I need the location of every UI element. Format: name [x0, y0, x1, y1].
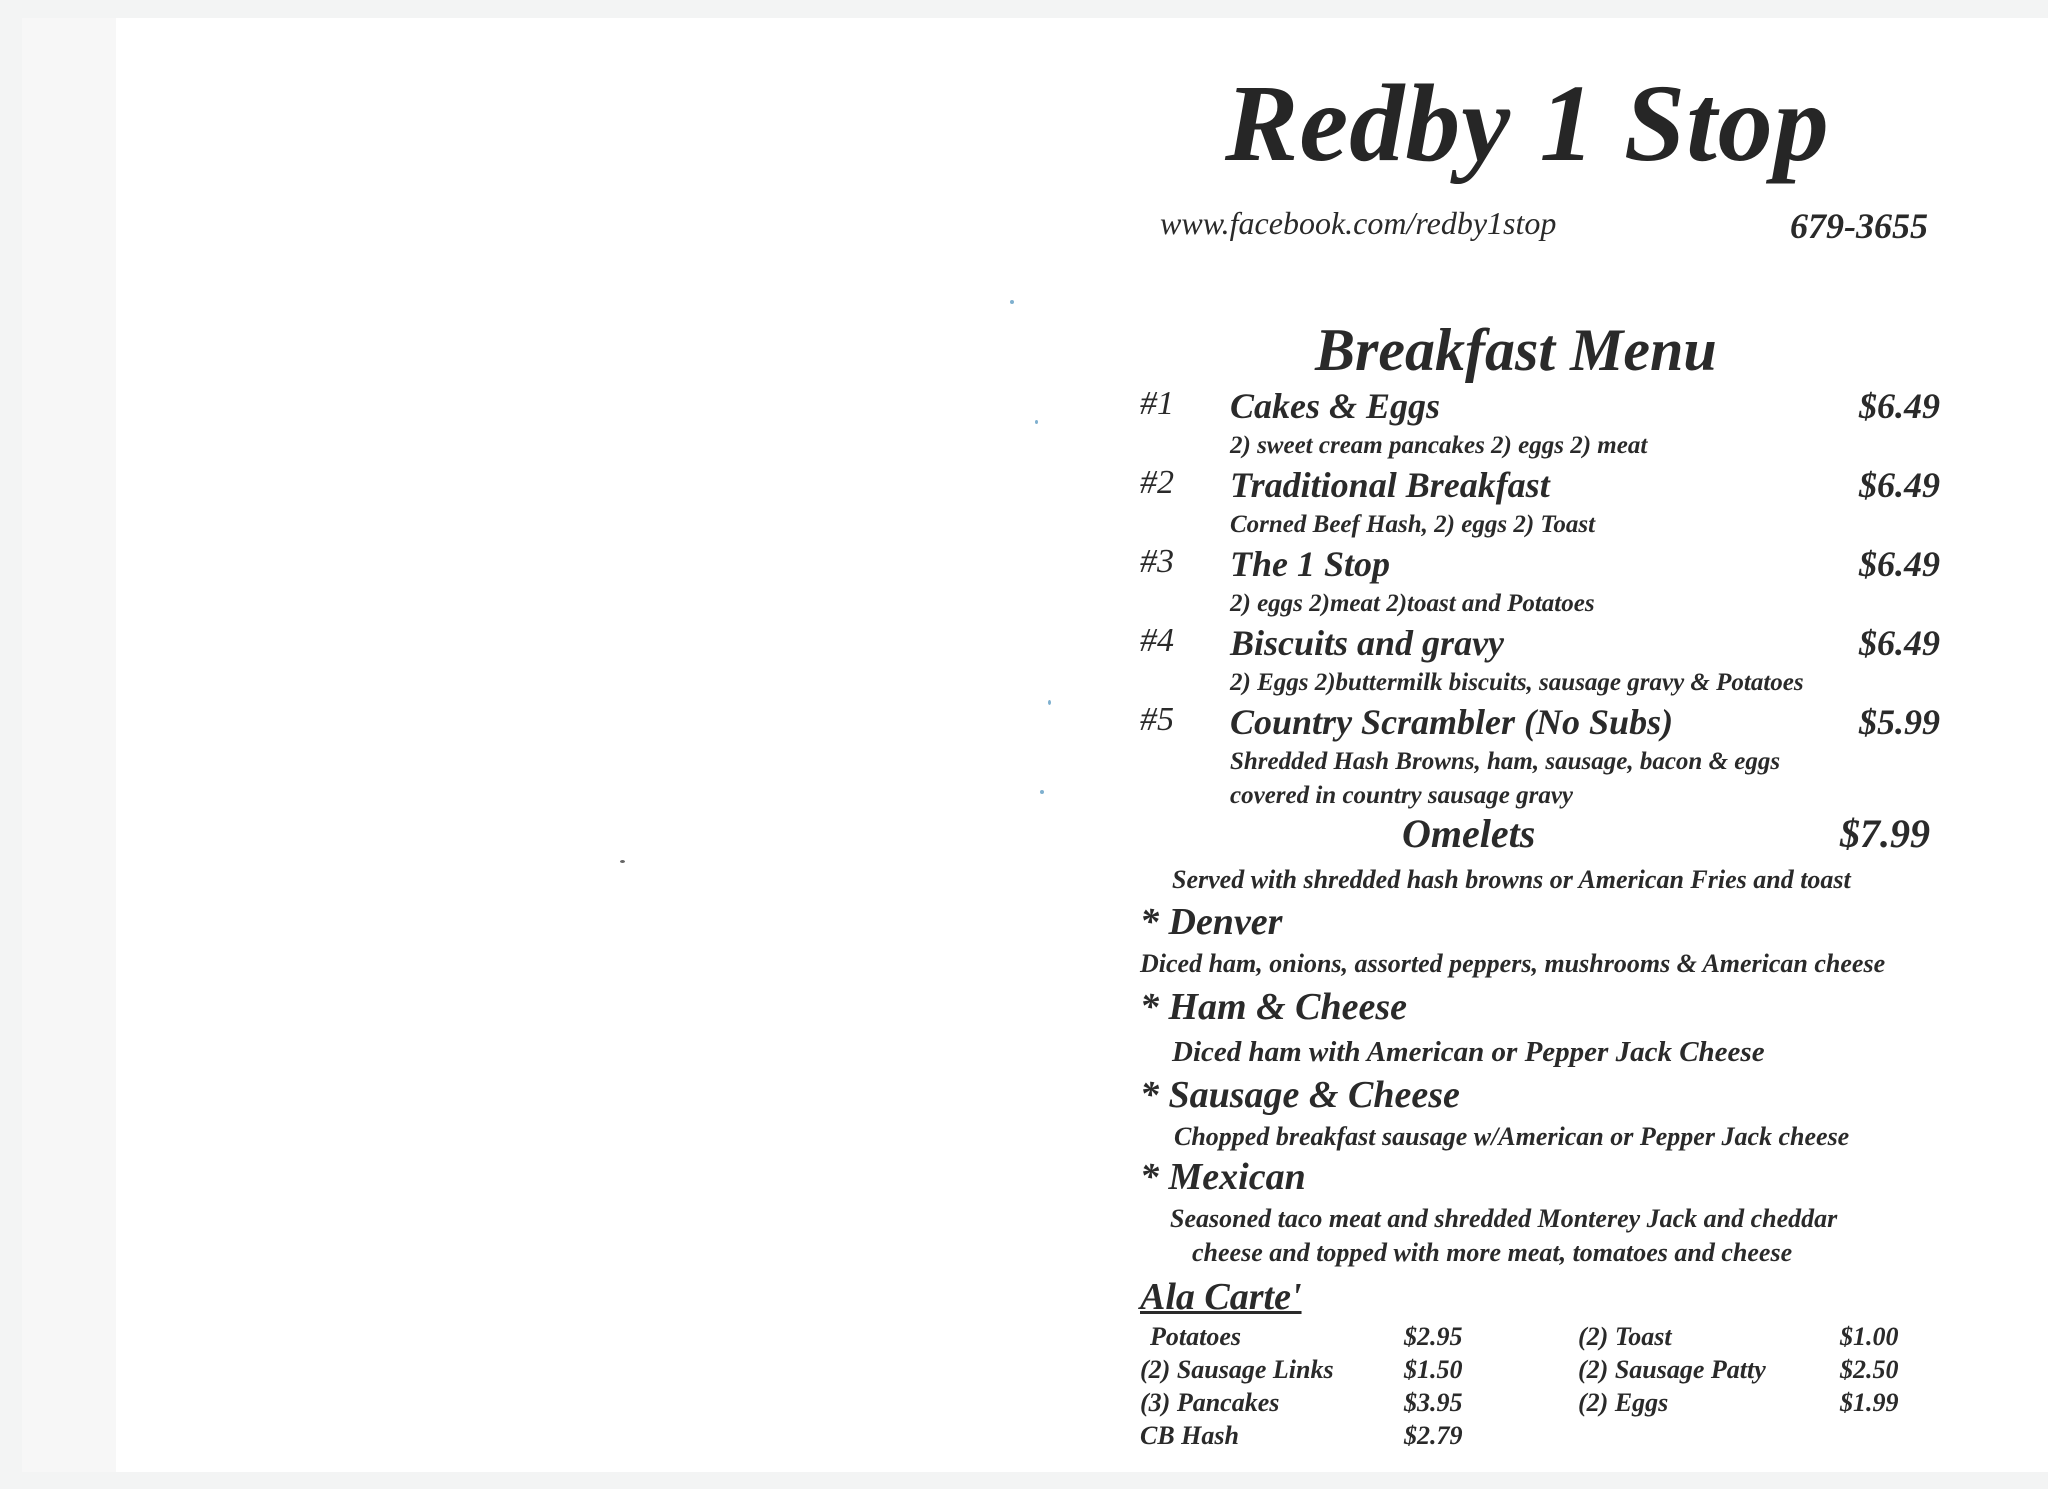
- omelet-name: * Sausage & Cheese: [1140, 1074, 1460, 1116]
- item-number: #5: [1140, 701, 1174, 738]
- scan-speck: [1040, 790, 1044, 794]
- ala-carte-item-name: Potatoes: [1150, 1322, 1241, 1351]
- item-description: Corned Beef Hash, 2) eggs 2) Toast: [1230, 511, 1596, 538]
- omelet-name: * Ham & Cheese: [1140, 986, 1408, 1028]
- item-price: $6.49: [1859, 465, 1940, 505]
- item-name: Traditional Breakfast: [1230, 465, 1550, 505]
- ala-carte-item-price: $3.95: [1404, 1388, 1463, 1417]
- ala-carte-item-price: $2.95: [1404, 1322, 1463, 1351]
- omelets-price: $7.99: [1840, 811, 1930, 856]
- item-price: $6.49: [1859, 623, 1940, 663]
- facebook-link[interactable]: www.facebook.com/redby1stop: [1160, 205, 1557, 241]
- omelet-description: Diced ham with American or Pepper Jack Cheese: [1172, 1036, 1765, 1068]
- item-price: $6.49: [1859, 386, 1940, 426]
- ala-carte-item-price: $1.99: [1840, 1388, 1899, 1417]
- breakfast-menu-title: Breakfast Menu: [1315, 317, 1717, 383]
- item-description: 2) sweet cream pancakes 2) eggs 2) meat: [1230, 432, 1648, 459]
- phone-number: 679-3655: [1790, 206, 1928, 246]
- item-description: 2) eggs 2)meat 2)toast and Potatoes: [1230, 590, 1595, 617]
- item-price: $6.49: [1859, 544, 1940, 584]
- omelets-title: Omelets: [1402, 811, 1536, 856]
- store-name: Redby 1 Stop: [1225, 62, 1830, 184]
- ala-carte-item-name: (2) Sausage Links: [1140, 1355, 1334, 1384]
- item-name: Cakes & Eggs: [1230, 386, 1441, 426]
- ala-carte-item-name: (2) Sausage Patty: [1578, 1355, 1766, 1384]
- scan-speck: [620, 860, 625, 863]
- scan-speck: [1010, 300, 1014, 304]
- ala-carte-item-name: (2) Toast: [1578, 1322, 1672, 1351]
- ala-carte-item-name: (3) Pancakes: [1140, 1388, 1280, 1417]
- item-number: #2: [1140, 464, 1174, 501]
- ala-carte-item-price: $1.00: [1840, 1322, 1899, 1351]
- ala-carte-item-price: $2.50: [1840, 1355, 1899, 1384]
- ala-carte-item-price: $1.50: [1404, 1355, 1463, 1384]
- page-margin: [22, 18, 116, 1472]
- omelet-name: * Denver: [1140, 901, 1283, 943]
- omelet-description: Seasoned taco meat and shredded Monterey Jack and cheddar cheese and topped with more meat, tomatoes and cheese: [1170, 1204, 1838, 1267]
- item-number: #3: [1140, 543, 1174, 580]
- ala-carte-item-name: (2) Eggs: [1578, 1388, 1669, 1417]
- item-name: The 1 Stop: [1230, 544, 1391, 584]
- item-name: Biscuits and gravy: [1230, 623, 1505, 663]
- item-name: Country Scrambler (No Subs): [1230, 702, 1674, 742]
- scan-speck: [1048, 700, 1051, 705]
- item-number: #1: [1140, 385, 1174, 422]
- omelet-description: Chopped breakfast sausage w/American or Pepper Jack cheese: [1174, 1122, 1850, 1151]
- item-number: #4: [1140, 622, 1174, 659]
- ala-carte-item-price: $2.79: [1404, 1421, 1463, 1450]
- item-description: 2) Eggs 2)buttermilk biscuits, sausage gravy & Potatoes: [1230, 669, 1804, 696]
- omelet-description: Diced ham, onions, assorted peppers, mushrooms & American cheese: [1140, 949, 1886, 978]
- ala-carte-item-name: CB Hash: [1140, 1421, 1239, 1450]
- omelet-name: * Mexican: [1140, 1156, 1306, 1198]
- item-description: Shredded Hash Browns, ham, sausage, bacon & eggs covered in country sausage gravy: [1230, 748, 1781, 809]
- ala-carte-title: Ala Carte': [1140, 1276, 1302, 1318]
- omelets-note: Served with shredded hash browns or American Fries and toast: [1172, 865, 1851, 894]
- scan-speck: [1035, 420, 1038, 424]
- item-price: $5.99: [1859, 702, 1940, 742]
